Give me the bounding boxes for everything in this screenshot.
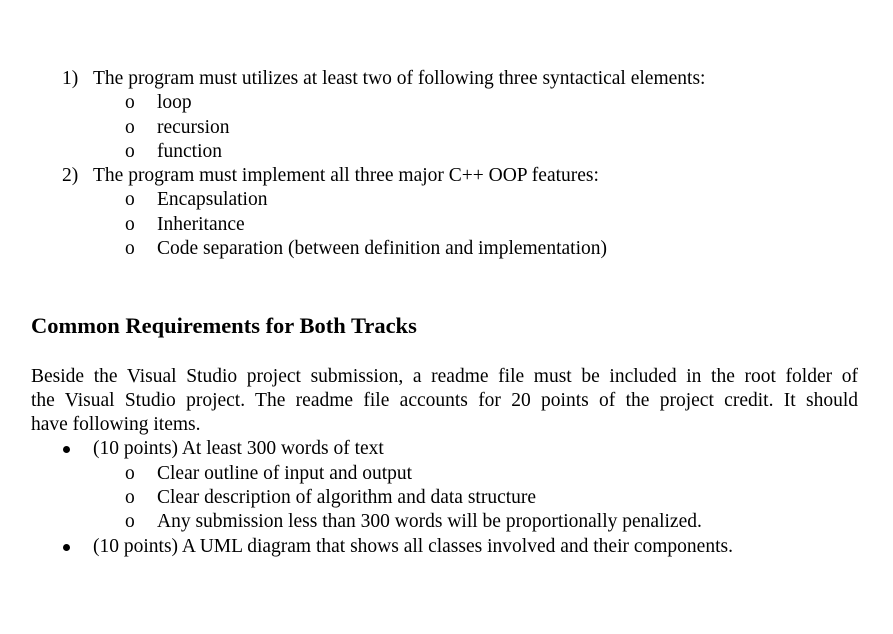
paragraph-line: Beside the Visual Studio project submission, a readme file must be included in the root folder of: [31, 366, 858, 387]
list-item-text: The program must implement all three major C++ OOP features:: [93, 165, 599, 186]
bullet-dot-icon: [63, 544, 70, 551]
list-marker: 1): [62, 68, 79, 89]
paragraph-line: have following items.: [31, 414, 201, 435]
sub-marker: o: [125, 511, 135, 532]
sub-item: Clear outline of input and output: [157, 463, 413, 484]
sub-marker: o: [125, 214, 135, 235]
sub-item: Clear description of algorithm and data structure: [157, 487, 537, 508]
sub-item: Any submission less than 300 words will be proportionally penalized.: [157, 511, 702, 532]
list-marker: 2): [62, 165, 79, 186]
bullet-item-text: (10 points) A UML diagram that shows all classes involved and their components.: [93, 536, 733, 557]
sub-item: loop: [157, 92, 192, 113]
section-heading: Common Requirements for Both Tracks: [31, 313, 417, 338]
sub-marker: o: [125, 487, 135, 508]
sub-item: recursion: [157, 117, 230, 138]
sub-marker: o: [125, 238, 135, 259]
sub-marker: o: [125, 463, 135, 484]
sub-item: function: [157, 141, 222, 162]
paragraph-line: the Visual Studio project. The readme file accounts for 20 points of the project credit. It should: [31, 390, 858, 411]
sub-marker: o: [125, 141, 135, 162]
bullet-dot-icon: [63, 446, 70, 453]
sub-marker: o: [125, 189, 135, 210]
sub-marker: o: [125, 117, 135, 138]
sub-marker: o: [125, 92, 135, 113]
list-item-text: The program must utilizes at least two of following three syntactical elements:: [93, 68, 706, 89]
sub-item: Encapsulation: [157, 189, 268, 210]
sub-item: Code separation (between definition and implementation): [157, 238, 607, 259]
bullet-item-text: (10 points) At least 300 words of text: [93, 438, 384, 459]
sub-item: Inheritance: [157, 214, 245, 235]
